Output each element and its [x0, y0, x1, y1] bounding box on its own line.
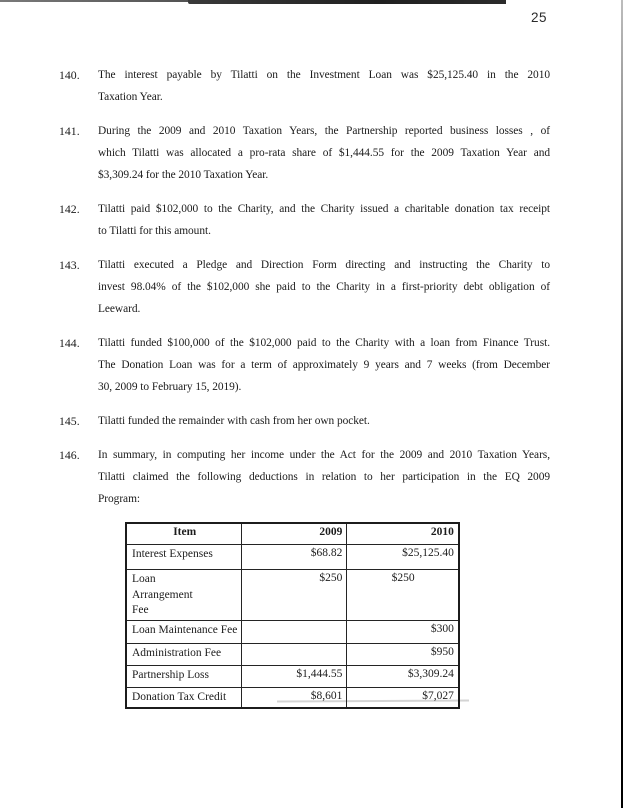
numbered-paragraphs [59, 64, 550, 510]
paragraph-line: During the 2009 and 2010 Taxation Years, the Partnership reported business losses , of [98, 125, 550, 137]
table-cell-2009: $1,444.55 [242, 665, 347, 687]
table-header-item: Item [126, 523, 242, 545]
table-item-line: Interest Expenses [132, 548, 213, 560]
table-item-line: Loan Maintenance Fee [132, 623, 238, 636]
paragraph-text [98, 444, 550, 510]
table-row [126, 620, 459, 643]
paragraph-number: 141. [59, 124, 80, 138]
paragraph-line: which Tilatti was allocated a pro-rata share of $1,444.55 for the 2009 Taxation Year and [98, 147, 550, 159]
document-body [59, 64, 550, 709]
table-cell-2010: $250 [347, 570, 459, 621]
paragraph-line: Tilatti paid $102,000 to the Charity, and the Charity issued a charitable donation tax receipt [98, 203, 550, 215]
table-item-line: Loan [132, 573, 156, 585]
deductions-table-wrapper [125, 522, 550, 709]
scan-artifact-right-edge-line [621, 0, 623, 808]
table-cell-2009: $8,601 [242, 687, 347, 708]
paragraph [59, 64, 550, 108]
scan-artifact-top-strip-dark [188, 0, 506, 4]
paragraph [59, 198, 550, 242]
paragraph-text [98, 64, 550, 108]
paragraph-line: Tilatti funded the remainder with cash from her own pocket. [98, 415, 370, 427]
paragraph [59, 120, 550, 186]
table-row [126, 643, 459, 665]
table-header-2009: 2009 [242, 523, 347, 545]
table-cell-2009: $68.82 [242, 545, 347, 570]
paragraph-line: Tilatti executed a Pledge and Direction Form directing and instructing the Charity to [98, 259, 550, 271]
paragraph-text [98, 410, 550, 432]
table-cell-2009 [242, 620, 347, 643]
table-cell-item [126, 687, 242, 708]
page-number: 25 [531, 10, 548, 25]
paragraph-line: Tilatti funded $100,000 of the $102,000 paid to the Charity with a loan from Finance Trust. [98, 337, 550, 349]
table-header-row [126, 523, 459, 545]
paragraph-text [98, 254, 550, 320]
paragraph-line: 30, 2009 to February 15, 2019). [98, 381, 242, 393]
paragraph-line: Leeward. [98, 303, 141, 315]
table-row [126, 570, 459, 621]
paragraph-line: The interest payable by Tilatti on the Investment Loan was $25,125.40 in the 2010 [98, 69, 550, 81]
table-cell-item [126, 620, 242, 643]
paragraph-line: to Tilatti for this amount. [98, 225, 211, 237]
paragraph-line: Program: [98, 493, 140, 505]
table-row [126, 665, 459, 687]
table-cell-item [126, 545, 242, 570]
table-item-line: Administration Fee [132, 646, 222, 659]
table-item-line: Fee [132, 604, 149, 616]
paragraph-text [98, 120, 550, 186]
paragraph-text [98, 198, 550, 242]
table-cell-2009 [242, 643, 347, 665]
paragraph-line: $3,309.24 for the 2010 Taxation Year. [98, 169, 269, 181]
table-cell-2010: $3,309.24 [347, 665, 459, 687]
paragraph-line: invest 98.04% of the $102,000 she paid to the Charity in a first-priority debt obligation of [98, 281, 550, 293]
paragraph [59, 332, 550, 398]
table-item-line: Partnership Loss [132, 668, 209, 681]
paragraph-number: 142. [59, 202, 80, 216]
paragraph-line: The Donation Loan was for a term of approximately 9 years and 7 weeks (from December [98, 359, 550, 371]
paragraph-number: 145. [59, 414, 80, 428]
paragraph-number: 140. [59, 68, 80, 82]
paragraph [59, 410, 550, 432]
paragraph-number: 143. [59, 258, 80, 272]
paragraph-number: 146. [59, 448, 80, 462]
table-item-line: Donation Tax Credit [132, 690, 227, 703]
table-row [126, 545, 459, 570]
table-cell-item [126, 643, 242, 665]
table-cell-item [126, 570, 242, 621]
table-header-2010: 2010 [347, 523, 459, 545]
table-cell-2010: $300 [347, 620, 459, 643]
table-cell-2009: $250 [242, 570, 347, 621]
paragraph [59, 444, 550, 510]
table-cell-item [126, 665, 242, 687]
paragraph [59, 254, 550, 320]
table-cell-2010: $7,027 [347, 687, 459, 708]
paragraph-line: In summary, in computing her income under the Act for the 2009 and 2010 Taxation Years, [98, 449, 550, 461]
paragraph-line: Tilatti claimed the following deductions in relation to her participation in the EQ 2009 [98, 471, 550, 483]
table-item-line: Arrangement [132, 588, 193, 601]
table-cell-2010: $950 [347, 643, 459, 665]
table-cell-2010: $25,125.40 [347, 545, 459, 570]
paragraph-text [98, 332, 550, 398]
paragraph-number: 144. [59, 336, 80, 350]
table-row [126, 687, 459, 708]
deductions-table [125, 522, 460, 709]
paragraph-line: Taxation Year. [98, 91, 163, 103]
